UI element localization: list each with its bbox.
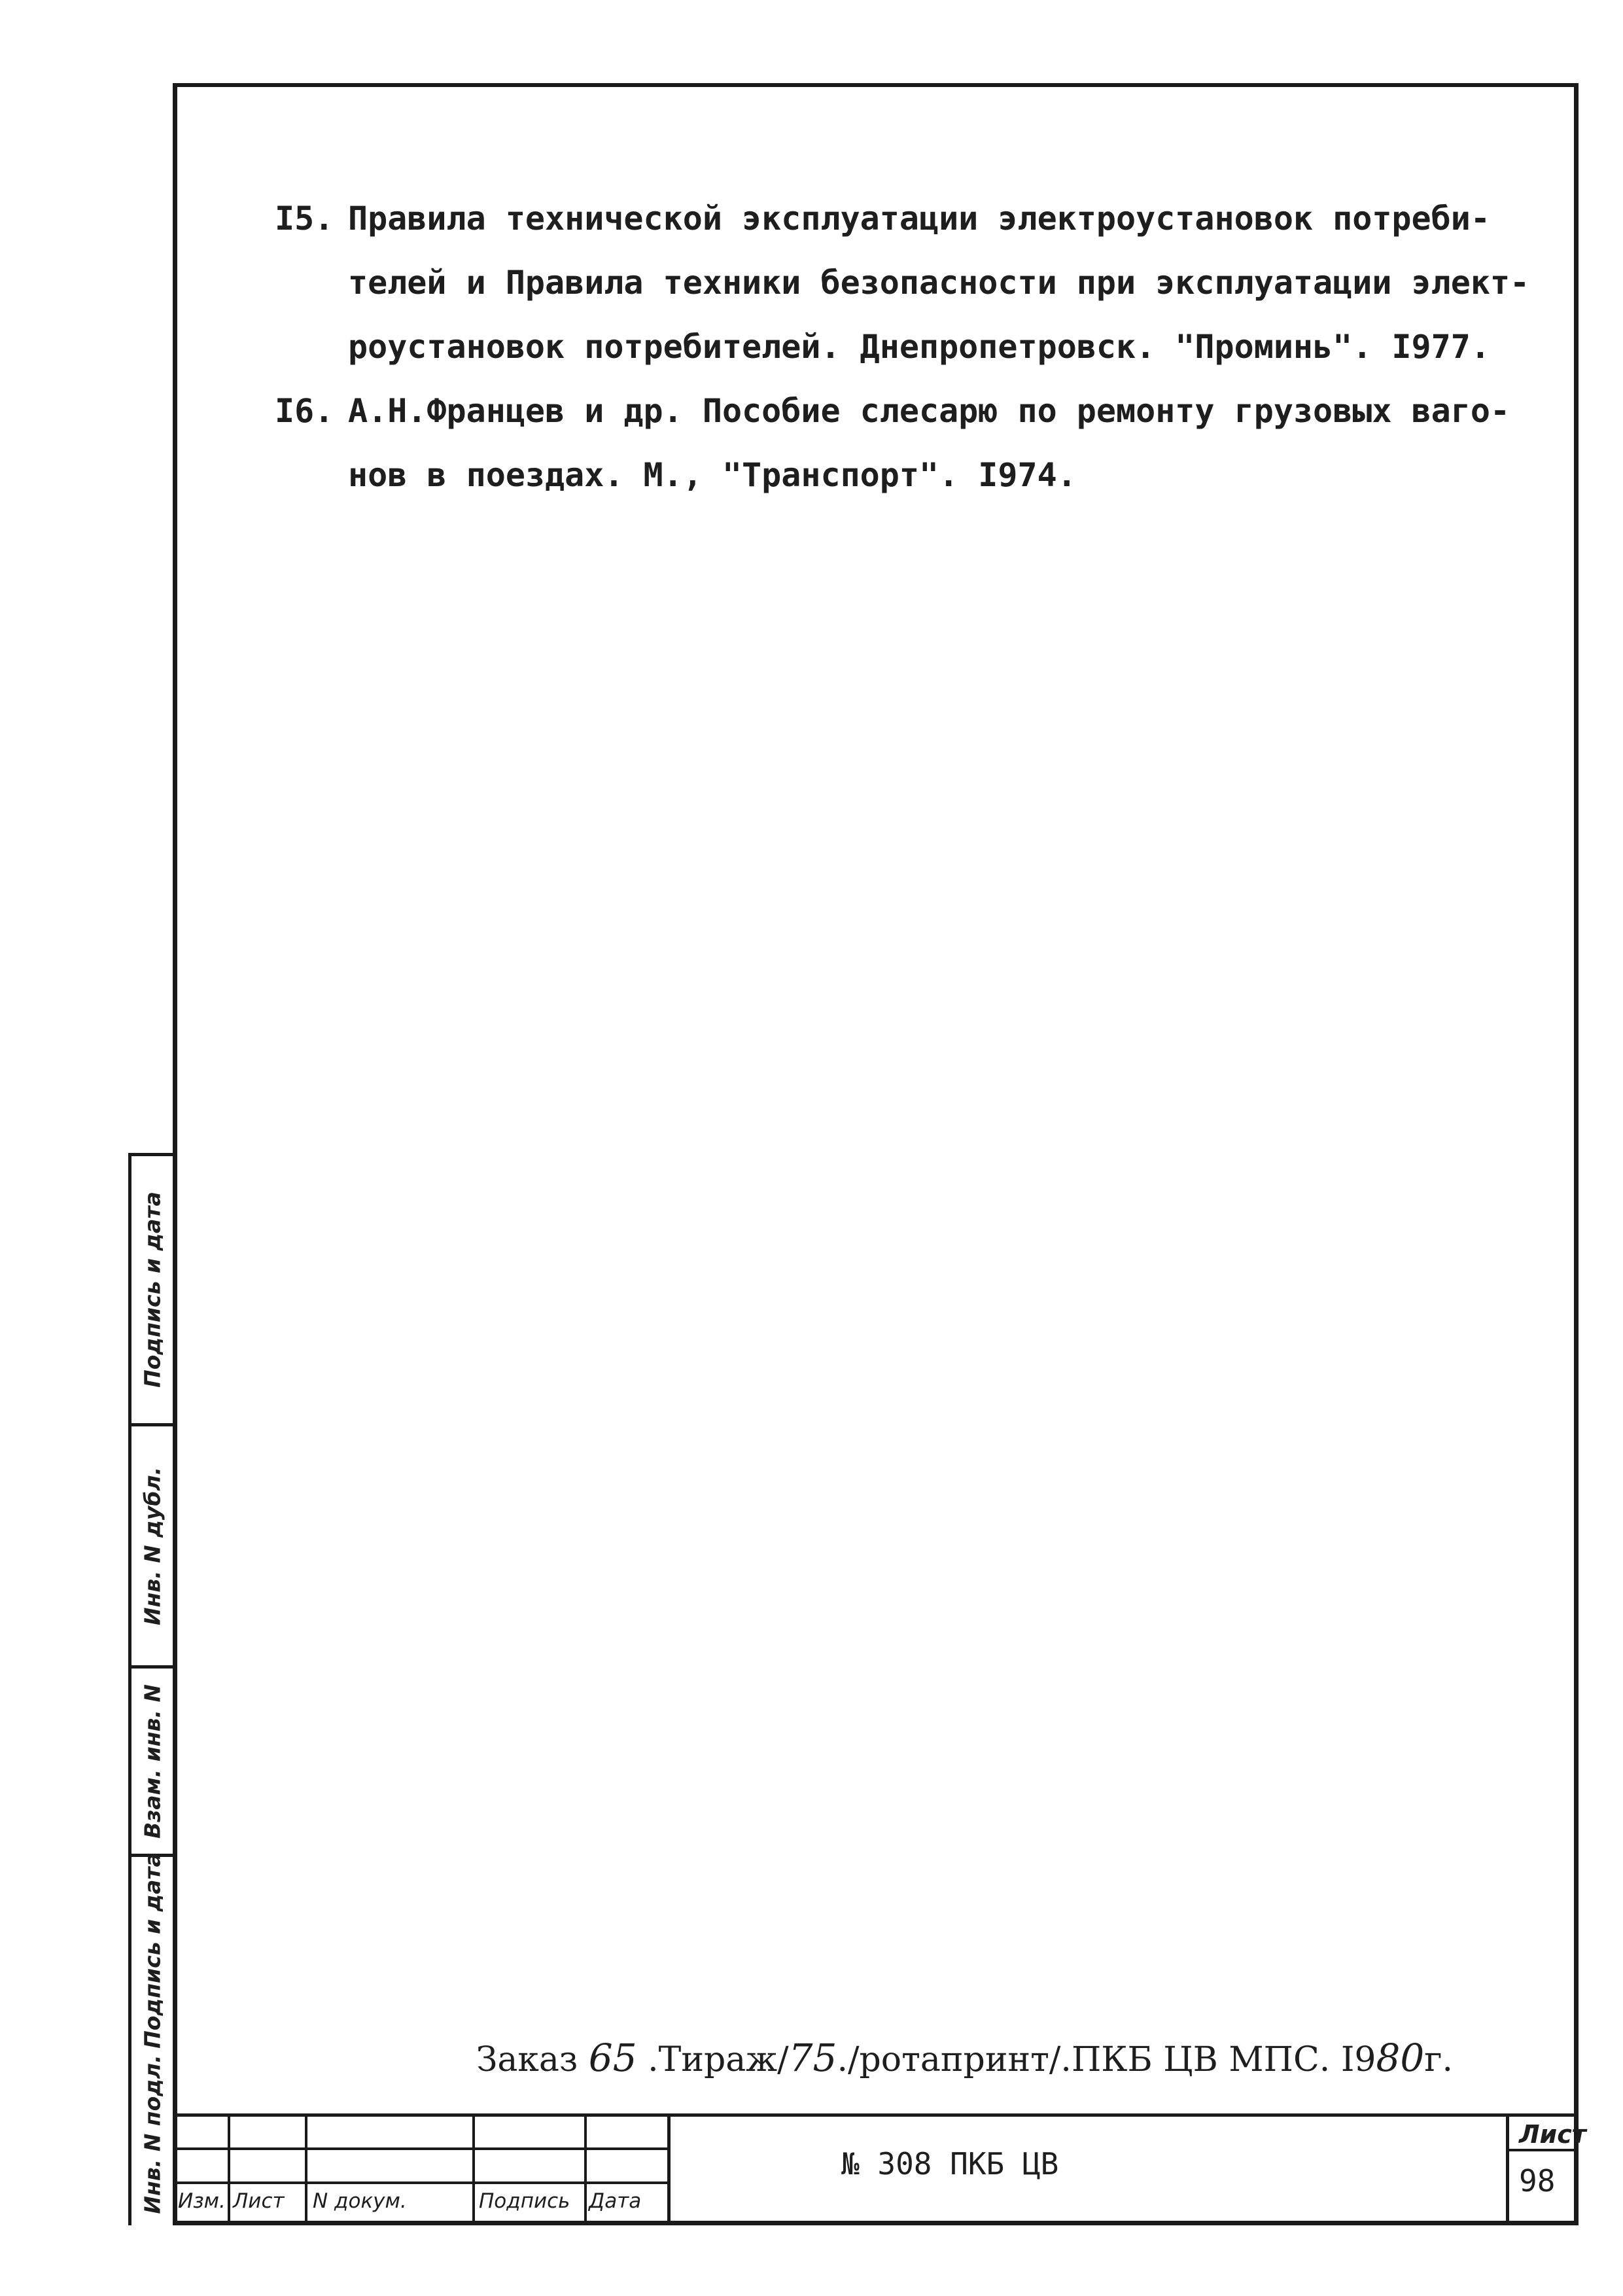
column-label-date: Дата bbox=[589, 2189, 642, 2213]
side-cell-signature-date bbox=[131, 1852, 173, 2049]
entry-number: I5. bbox=[275, 200, 334, 238]
year-handwritten: 80 bbox=[1376, 2036, 1425, 2080]
sheet-number: 98 bbox=[1519, 2163, 1556, 2199]
bibliography-list bbox=[275, 186, 1557, 507]
order-label: Заказ bbox=[476, 2040, 578, 2079]
document-number: № 308 ПКБ ЦВ bbox=[841, 2146, 1059, 2181]
side-label: Инв. N подл. bbox=[139, 2055, 165, 2214]
title-block-col-rule bbox=[472, 2113, 475, 2225]
side-label: Взам. инв. N bbox=[139, 1684, 165, 1839]
side-label: Подпись и дата bbox=[139, 1852, 165, 2049]
title-block-top-rule bbox=[173, 2113, 1579, 2117]
entry-line: роустановок потребителей. Днепропетровск. "Проминь". I977. bbox=[348, 328, 1490, 366]
side-label: Подпись и дата bbox=[139, 1192, 165, 1388]
bibliography-entry-16 bbox=[275, 379, 1557, 507]
circulation-number: 75 bbox=[788, 2036, 837, 2080]
entry-line: Правила технической эксплуатации электроустановок потреби- bbox=[348, 200, 1490, 238]
title-block-col-rule bbox=[667, 2113, 671, 2225]
side-cell-original-inventory bbox=[131, 2043, 173, 2225]
bibliography-entry-15 bbox=[275, 186, 1557, 379]
sheet-label: Лист bbox=[1519, 2120, 1586, 2149]
column-label-signature: Подпись bbox=[479, 2189, 570, 2213]
title-block-col-rule bbox=[305, 2113, 307, 2225]
title-block-col-rule bbox=[228, 2113, 230, 2225]
title-block-col-rule bbox=[584, 2113, 587, 2225]
entry-line: нов в поездах. М., "Транспорт". I974. bbox=[348, 456, 1077, 494]
printing-info: ./ротапринт/.ПКБ ЦВ МПС. I9 bbox=[837, 2040, 1376, 2079]
year-suffix: г. bbox=[1424, 2040, 1454, 2079]
column-label-document-number: N докум. bbox=[313, 2189, 407, 2213]
entry-line: телей и Правила техники безопасности при эксплуатации элект- bbox=[348, 264, 1530, 302]
title-block-row-rule bbox=[173, 2147, 670, 2150]
circulation-label: .Тираж/ bbox=[648, 2040, 789, 2079]
sheet-box-rule bbox=[1506, 2149, 1579, 2151]
title-block-col-rule bbox=[1506, 2113, 1509, 2225]
column-label-sheet: Лист bbox=[233, 2189, 285, 2213]
side-cell-replacement-inventory bbox=[131, 1665, 173, 1854]
order-number: 65 bbox=[588, 2036, 637, 2080]
entry-number: I6. bbox=[275, 392, 334, 430]
column-label-change: Изм. bbox=[178, 2189, 226, 2213]
entry-line: А.Н.Францев и др. Пособие слесарю по ремонту грузовых ваго- bbox=[348, 392, 1510, 430]
side-strip bbox=[128, 1153, 173, 2225]
side-cell-duplicate-inventory bbox=[131, 1423, 173, 1665]
print-order-line bbox=[476, 2028, 1562, 2087]
side-cell-signature-date-top bbox=[131, 1156, 173, 1423]
side-label: Инв. N дубл. bbox=[139, 1466, 165, 1625]
title-block-row-rule bbox=[173, 2181, 670, 2184]
